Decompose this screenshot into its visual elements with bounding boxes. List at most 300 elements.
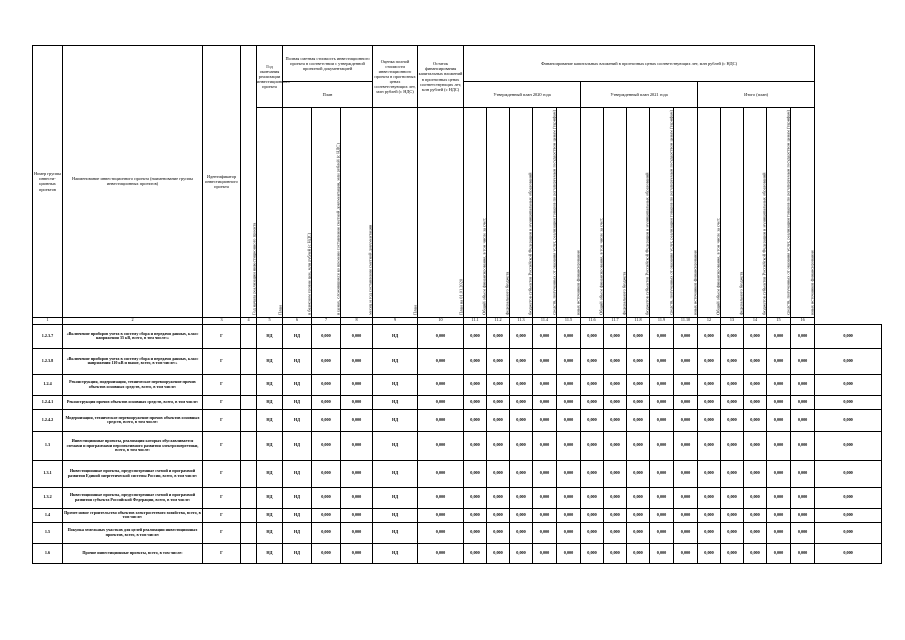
row-value: 0,000 (487, 374, 510, 395)
row-value: 0,000 (510, 487, 533, 508)
row-value: 0,000 (627, 431, 650, 460)
row-value: 0,000 (744, 460, 767, 487)
row-value: 0,000 (744, 395, 767, 409)
row-value: 0,000 (744, 431, 767, 460)
row-value: 0,000 (791, 543, 815, 563)
row-value: 0,000 (533, 374, 557, 395)
row-value: 0,000 (627, 487, 650, 508)
row-value: 0,000 (815, 395, 882, 409)
row-value: 0,000 (464, 348, 487, 374)
row-value: 0,000 (557, 487, 581, 508)
row-value: 0,000 (464, 431, 487, 460)
header-project-id: Идентификатор инвестиционного проекта (203, 46, 241, 318)
row-value: 0,000 (674, 409, 698, 431)
column-number: 2 (63, 317, 203, 324)
row-value: 0,000 (581, 348, 604, 374)
row-value: 0,000 (312, 431, 341, 460)
row-value: НД (283, 409, 312, 431)
row-value: 0,000 (698, 348, 721, 374)
row-value: НД (257, 508, 283, 522)
row-value: 0,000 (557, 522, 581, 543)
column-number: 5 (257, 317, 283, 324)
row-value: 0,000 (464, 409, 487, 431)
row-value: 0,000 (487, 522, 510, 543)
row-value: 0,000 (418, 543, 464, 563)
table-row (33, 348, 882, 374)
row-value: 0,000 (815, 409, 882, 431)
row-value: 0,000 (557, 374, 581, 395)
row-value: 0,000 (627, 508, 650, 522)
row-value: НД (373, 460, 418, 487)
column-number: 11.2 (487, 317, 510, 324)
row-value: 0,000 (533, 508, 557, 522)
row-value: 0,000 (721, 460, 744, 487)
row-value: 0,000 (464, 508, 487, 522)
row-value: 0,000 (791, 460, 815, 487)
row-value: 0,000 (721, 324, 744, 348)
row-value: НД (373, 348, 418, 374)
investment-table (32, 45, 882, 564)
row-value: 0,000 (721, 374, 744, 395)
row-value: НД (257, 543, 283, 563)
row-code: 1.3.2 (33, 487, 63, 508)
row-value: 0,000 (698, 431, 721, 460)
column-number: 14 (744, 317, 767, 324)
row-value: 0,000 (815, 460, 882, 487)
header-plan-as-of: План на 01.01.2020 (418, 108, 464, 318)
header-total-federal: федерального бюджета (721, 108, 744, 318)
row-value: 0,000 (487, 348, 510, 374)
row-value: 0,000 (312, 395, 341, 409)
row-value: 0,000 (487, 543, 510, 563)
table-row (33, 522, 882, 543)
row-value: 0,000 (791, 508, 815, 522)
row-value: 0,000 (674, 395, 698, 409)
header-2021-utility: средств, полученных от оказания услуг, реализации товаров по регулируемым государством ценам (тарифам) (650, 108, 674, 318)
row-value: 0,000 (604, 374, 627, 395)
row-value: 0,000 (341, 487, 373, 508)
row-name: Модернизация, техническое перевооружение прочих объектов основных средств, всего, в том числе: (63, 409, 203, 431)
table-header (33, 46, 882, 318)
table-row (33, 395, 882, 409)
header-2020-other: иных источников финансирования (557, 108, 581, 318)
row-value: 0,000 (721, 431, 744, 460)
row-value: 0,000 (721, 487, 744, 508)
row-value: 0,000 (464, 543, 487, 563)
column-number: 8 (341, 317, 373, 324)
row-value: 0,000 (464, 395, 487, 409)
row-name: Покупка земельных участков для целей реализации инвестиционных проектов, всего, в том числе: (63, 522, 203, 543)
row-id: Г (203, 374, 241, 395)
row-value: 0,000 (418, 487, 464, 508)
row-value: 0,000 (698, 324, 721, 348)
row-value: 0,000 (674, 487, 698, 508)
row-value: 0,000 (312, 324, 341, 348)
table-row (33, 460, 882, 487)
row-name: Инвестиционные проекты, предусмотренные схемой и программой развития Единой энергетической системы России, всего, в том числе: (63, 460, 203, 487)
column-number: 4 (241, 317, 257, 324)
table-row (33, 508, 882, 522)
row-value: 0,000 (604, 460, 627, 487)
row-value: 0,000 (627, 409, 650, 431)
row-value: 0,000 (557, 409, 581, 431)
row-value: 0,000 (698, 543, 721, 563)
row-value: НД (283, 543, 312, 563)
row-value: 0,000 (815, 348, 882, 374)
row-value: 0,000 (744, 543, 767, 563)
row-value: НД (283, 508, 312, 522)
row-value: 0,000 (627, 522, 650, 543)
row-value: НД (283, 460, 312, 487)
row-value: 0,000 (533, 409, 557, 431)
row-value: 0,000 (815, 522, 882, 543)
row-value: НД (283, 348, 312, 374)
row-code: 1.3.1 (33, 460, 63, 487)
column-number: 11.10 (674, 317, 698, 324)
row-value: 0,000 (604, 431, 627, 460)
row-value: НД (373, 487, 418, 508)
header-full-cost: Полная сметная стоимость инвестиционного проекта в соответствии с утвержденной проектной документацией (283, 46, 373, 82)
row-value: 0,000 (487, 487, 510, 508)
row-code: 1.2.3.8 (33, 348, 63, 374)
row-value: НД (373, 324, 418, 348)
column-number: 11.1 (464, 317, 487, 324)
column-number: 15 (767, 317, 791, 324)
row-value: 0,000 (698, 395, 721, 409)
column-number: 6 (283, 317, 312, 324)
row-value: 0,000 (721, 409, 744, 431)
row-value: 0,000 (627, 395, 650, 409)
row-value: 0,000 (815, 374, 882, 395)
header-2021-federal: федерального бюджета (604, 108, 627, 318)
row-value: 0,000 (510, 348, 533, 374)
row-value: 0,000 (744, 374, 767, 395)
row-value: 0,000 (341, 431, 373, 460)
row-value: 0,000 (791, 431, 815, 460)
row-value: 0,000 (510, 409, 533, 431)
row-value: 0,000 (744, 522, 767, 543)
row-value: 0,000 (557, 431, 581, 460)
row-value: 0,000 (418, 409, 464, 431)
row-value: 0,000 (744, 348, 767, 374)
row-name: Прочее новое строительство объектов электросетевого хозяйства, всего, в том числе: (63, 508, 203, 522)
header-total-utility: средств, полученных от оказания услуг, реализации товаров по регулируемым государством ценам (тарифам) (767, 108, 791, 318)
row-value: НД (373, 431, 418, 460)
row-start-year (241, 487, 257, 508)
row-value: НД (373, 543, 418, 563)
header-2021-total: Общий объем финансирования, в том числе за счет: (581, 108, 604, 318)
row-value: 0,000 (791, 374, 815, 395)
row-value: НД (373, 409, 418, 431)
row-value: 0,000 (650, 522, 674, 543)
row-id: Г (203, 324, 241, 348)
row-value: 0,000 (698, 508, 721, 522)
row-value: НД (283, 395, 312, 409)
row-value: 0,000 (815, 431, 882, 460)
row-value: НД (257, 460, 283, 487)
row-value: 0,000 (487, 409, 510, 431)
row-start-year (241, 543, 257, 563)
row-value: НД (373, 508, 418, 522)
row-value: 0,000 (744, 508, 767, 522)
row-value: НД (257, 395, 283, 409)
row-value: 0,000 (464, 374, 487, 395)
row-code: 1.2.4.2 (33, 409, 63, 431)
header-project-name: Наименование инвестиционного проекта (наименование группы инвестиционных проектов) (63, 46, 203, 318)
row-start-year (241, 324, 257, 348)
row-value: 0,000 (791, 522, 815, 543)
row-value: 0,000 (418, 522, 464, 543)
row-value: 0,000 (487, 460, 510, 487)
row-value: 0,000 (674, 348, 698, 374)
row-value: НД (283, 487, 312, 508)
row-value: 0,000 (418, 508, 464, 522)
row-value: 0,000 (604, 348, 627, 374)
row-value: 0,000 (604, 487, 627, 508)
row-value: 0,000 (581, 522, 604, 543)
row-value: 0,000 (557, 348, 581, 374)
row-value: 0,000 (341, 348, 373, 374)
row-value: НД (373, 374, 418, 395)
header-group-number: Номер группы инвести-ционных проектов (33, 46, 63, 318)
column-number: 16 (791, 317, 815, 324)
row-value: 0,000 (650, 324, 674, 348)
row-value: 0,000 (557, 395, 581, 409)
row-value: 0,000 (418, 324, 464, 348)
row-value: 0,000 (581, 324, 604, 348)
row-code: 1.6 (33, 543, 63, 563)
row-value: 0,000 (767, 348, 791, 374)
row-value: 0,000 (533, 431, 557, 460)
row-value: 0,000 (698, 409, 721, 431)
row-value: 0,000 (650, 431, 674, 460)
row-id: Г (203, 395, 241, 409)
row-value: НД (283, 324, 312, 348)
row-value: 0,000 (464, 324, 487, 348)
row-id: Г (203, 487, 241, 508)
row-name: Реконструкция, модернизация, техническое перевооружение прочих объектов основных средств, всего, в том числе: (63, 374, 203, 395)
row-value: 0,000 (312, 508, 341, 522)
header-total-other: иных источников финансирования (791, 108, 815, 318)
row-value: 0,000 (721, 395, 744, 409)
header-2020-federal: федерального бюджета (487, 108, 510, 318)
row-value: 0,000 (674, 324, 698, 348)
row-value: 0,000 (418, 395, 464, 409)
row-value: 0,000 (627, 543, 650, 563)
row-value: 0,000 (674, 460, 698, 487)
row-value: 0,000 (627, 348, 650, 374)
row-start-year (241, 348, 257, 374)
row-value: 0,000 (721, 508, 744, 522)
row-name: «Включение приборов учета в систему сбора и передачи данных, класс напряжения 35 кВ, всего, в том числе:» (63, 324, 203, 348)
row-value: 0,000 (487, 395, 510, 409)
row-value: 0,000 (650, 348, 674, 374)
row-value: 0,000 (341, 409, 373, 431)
table-row (33, 543, 882, 563)
row-value: 0,000 (791, 487, 815, 508)
column-number-row (33, 317, 882, 324)
row-value: 0,000 (698, 460, 721, 487)
header-plan: План (283, 82, 373, 108)
row-value: 0,000 (557, 508, 581, 522)
column-number: 11.6 (581, 317, 604, 324)
column-number: 7 (312, 317, 341, 324)
row-value: 0,000 (698, 374, 721, 395)
header-plan-prices: в ценах, сложившихся ко времени составления сметной документации, млн рублей (с НДС) (312, 108, 341, 318)
row-value: 0,000 (557, 324, 581, 348)
row-value: 0,000 (767, 409, 791, 431)
header-doc-year: месяц и год составления сметной документации (341, 108, 373, 318)
row-value: 0,000 (767, 508, 791, 522)
column-number: 11.5 (557, 317, 581, 324)
table-row (33, 487, 882, 508)
row-value: 0,000 (627, 374, 650, 395)
row-value: 0,000 (533, 324, 557, 348)
header-financing-balance: Остаток финансирования капитальных вложений в прогнозных ценах соответствующих лет, млн рублей (с НДС) (418, 46, 464, 108)
header-2020-regional: бюджетов субъектов Российской Федерации и муниципальных образований (510, 108, 533, 318)
row-code: 1.3 (33, 431, 63, 460)
row-value: 0,000 (604, 395, 627, 409)
row-value: 0,000 (767, 324, 791, 348)
row-value: 0,000 (418, 431, 464, 460)
row-value: 0,000 (650, 508, 674, 522)
header-financing-main: Финансирование капитальных вложений в прогнозных ценах соответствующих лет, млн рублей (с НДС) (464, 46, 815, 82)
row-value: НД (283, 431, 312, 460)
row-value: 0,000 (767, 543, 791, 563)
row-value: 0,000 (767, 431, 791, 460)
row-start-year (241, 522, 257, 543)
row-value: 0,000 (650, 487, 674, 508)
row-value: 0,000 (533, 487, 557, 508)
header-estimate-plan: План (373, 108, 418, 318)
row-id: Г (203, 409, 241, 431)
row-value: НД (283, 522, 312, 543)
header-estimate-value: Оценка полной стоимости инвестиционного проекта в прогнозных ценах соответствующих лет, млн рублей (с НДС) (373, 46, 418, 108)
row-code: 1.2.4 (33, 374, 63, 395)
row-value: 0,000 (627, 460, 650, 487)
row-id: Г (203, 543, 241, 563)
row-code: 1.4 (33, 508, 63, 522)
row-value: 0,000 (674, 543, 698, 563)
row-value: 0,000 (791, 395, 815, 409)
row-value: 0,000 (744, 324, 767, 348)
row-value: 0,000 (767, 460, 791, 487)
row-value: 0,000 (557, 460, 581, 487)
row-value: 0,000 (650, 409, 674, 431)
row-value: НД (257, 522, 283, 543)
row-value: 0,000 (464, 487, 487, 508)
row-value: 0,000 (604, 522, 627, 543)
row-value: 0,000 (581, 543, 604, 563)
row-value: 0,000 (721, 543, 744, 563)
row-value: 0,000 (581, 460, 604, 487)
row-value: 0,000 (744, 487, 767, 508)
row-value: 0,000 (464, 522, 487, 543)
row-value: 0,000 (815, 324, 882, 348)
row-value: 0,000 (627, 324, 650, 348)
row-value: 0,000 (510, 543, 533, 563)
row-value: 0,000 (815, 487, 882, 508)
row-value: 0,000 (815, 508, 882, 522)
row-value: 0,000 (487, 324, 510, 348)
column-number: 9 (373, 317, 418, 324)
row-value: 0,000 (487, 431, 510, 460)
row-value: 0,000 (510, 431, 533, 460)
row-value: 0,000 (581, 508, 604, 522)
row-value: 0,000 (533, 348, 557, 374)
row-value: 0,000 (581, 431, 604, 460)
row-value: НД (257, 431, 283, 460)
row-value: 0,000 (341, 395, 373, 409)
row-start-year (241, 395, 257, 409)
row-value: 0,000 (312, 487, 341, 508)
column-number: 3 (203, 317, 241, 324)
row-value: 0,000 (312, 374, 341, 395)
header-2020-total: Общий объем финансирования, в том числе за счет: (464, 108, 487, 318)
row-value: 0,000 (604, 543, 627, 563)
row-start-year (241, 409, 257, 431)
row-value: НД (257, 409, 283, 431)
row-value: НД (257, 324, 283, 348)
row-value: 0,000 (312, 409, 341, 431)
row-value: 0,000 (341, 324, 373, 348)
row-value: 0,000 (767, 374, 791, 395)
row-value: 0,000 (698, 522, 721, 543)
row-value: 0,000 (604, 508, 627, 522)
row-code: 1.2.3.7 (33, 324, 63, 348)
row-value: 0,000 (767, 487, 791, 508)
row-value: 0,000 (581, 487, 604, 508)
row-name: Инвестиционные проекты, реализация которых обуславливается схемами и программами перспективного развития электроэнергетики, всего, в том числе: (63, 431, 203, 460)
table-row (33, 374, 882, 395)
header-2021-regional: бюджетов субъектов Российской Федерации и муниципальных образований (627, 108, 650, 318)
column-number: 10 (418, 317, 464, 324)
row-value: НД (257, 487, 283, 508)
column-number: 12 (698, 317, 721, 324)
row-value: 0,000 (744, 409, 767, 431)
row-value: 0,000 (464, 460, 487, 487)
table-body (33, 317, 882, 563)
column-number: 1 (33, 317, 63, 324)
column-number: 13 (721, 317, 744, 324)
column-number: 11.7 (604, 317, 627, 324)
row-value: 0,000 (604, 324, 627, 348)
row-value: 0,000 (674, 508, 698, 522)
header-2021-other: иных источников финансирования (674, 108, 698, 318)
row-value: НД (283, 374, 312, 395)
row-value: 0,000 (510, 324, 533, 348)
row-code: 1.2.4.1 (33, 395, 63, 409)
table-row (33, 324, 882, 348)
row-value: 0,000 (510, 460, 533, 487)
row-value: 0,000 (418, 460, 464, 487)
row-id: Г (203, 522, 241, 543)
header-approved-2020: Утвержденный план 2020 года (464, 82, 581, 108)
row-id: Г (203, 431, 241, 460)
row-name: Прочие инвестиционные проекты, всего, в том числе: (63, 543, 203, 563)
table-row (33, 409, 882, 431)
header-completion-year: Год окончания реализации инвестиционного проекта (257, 46, 283, 108)
row-name: Инвестиционные проекты, предусмотренные схемой и программой развития субъекта Российской Федерации, всего, в том числе: (63, 487, 203, 508)
row-value: 0,000 (312, 543, 341, 563)
header-total-regional: бюджетов субъектов Российской Федерации и муниципальных образований (744, 108, 767, 318)
row-id: Г (203, 348, 241, 374)
row-value: 0,000 (533, 395, 557, 409)
row-value: 0,000 (581, 409, 604, 431)
column-number: 11.8 (627, 317, 650, 324)
header-start-year: Год начала реализации инвестиционного проекта (241, 46, 257, 318)
row-value: НД (257, 374, 283, 395)
